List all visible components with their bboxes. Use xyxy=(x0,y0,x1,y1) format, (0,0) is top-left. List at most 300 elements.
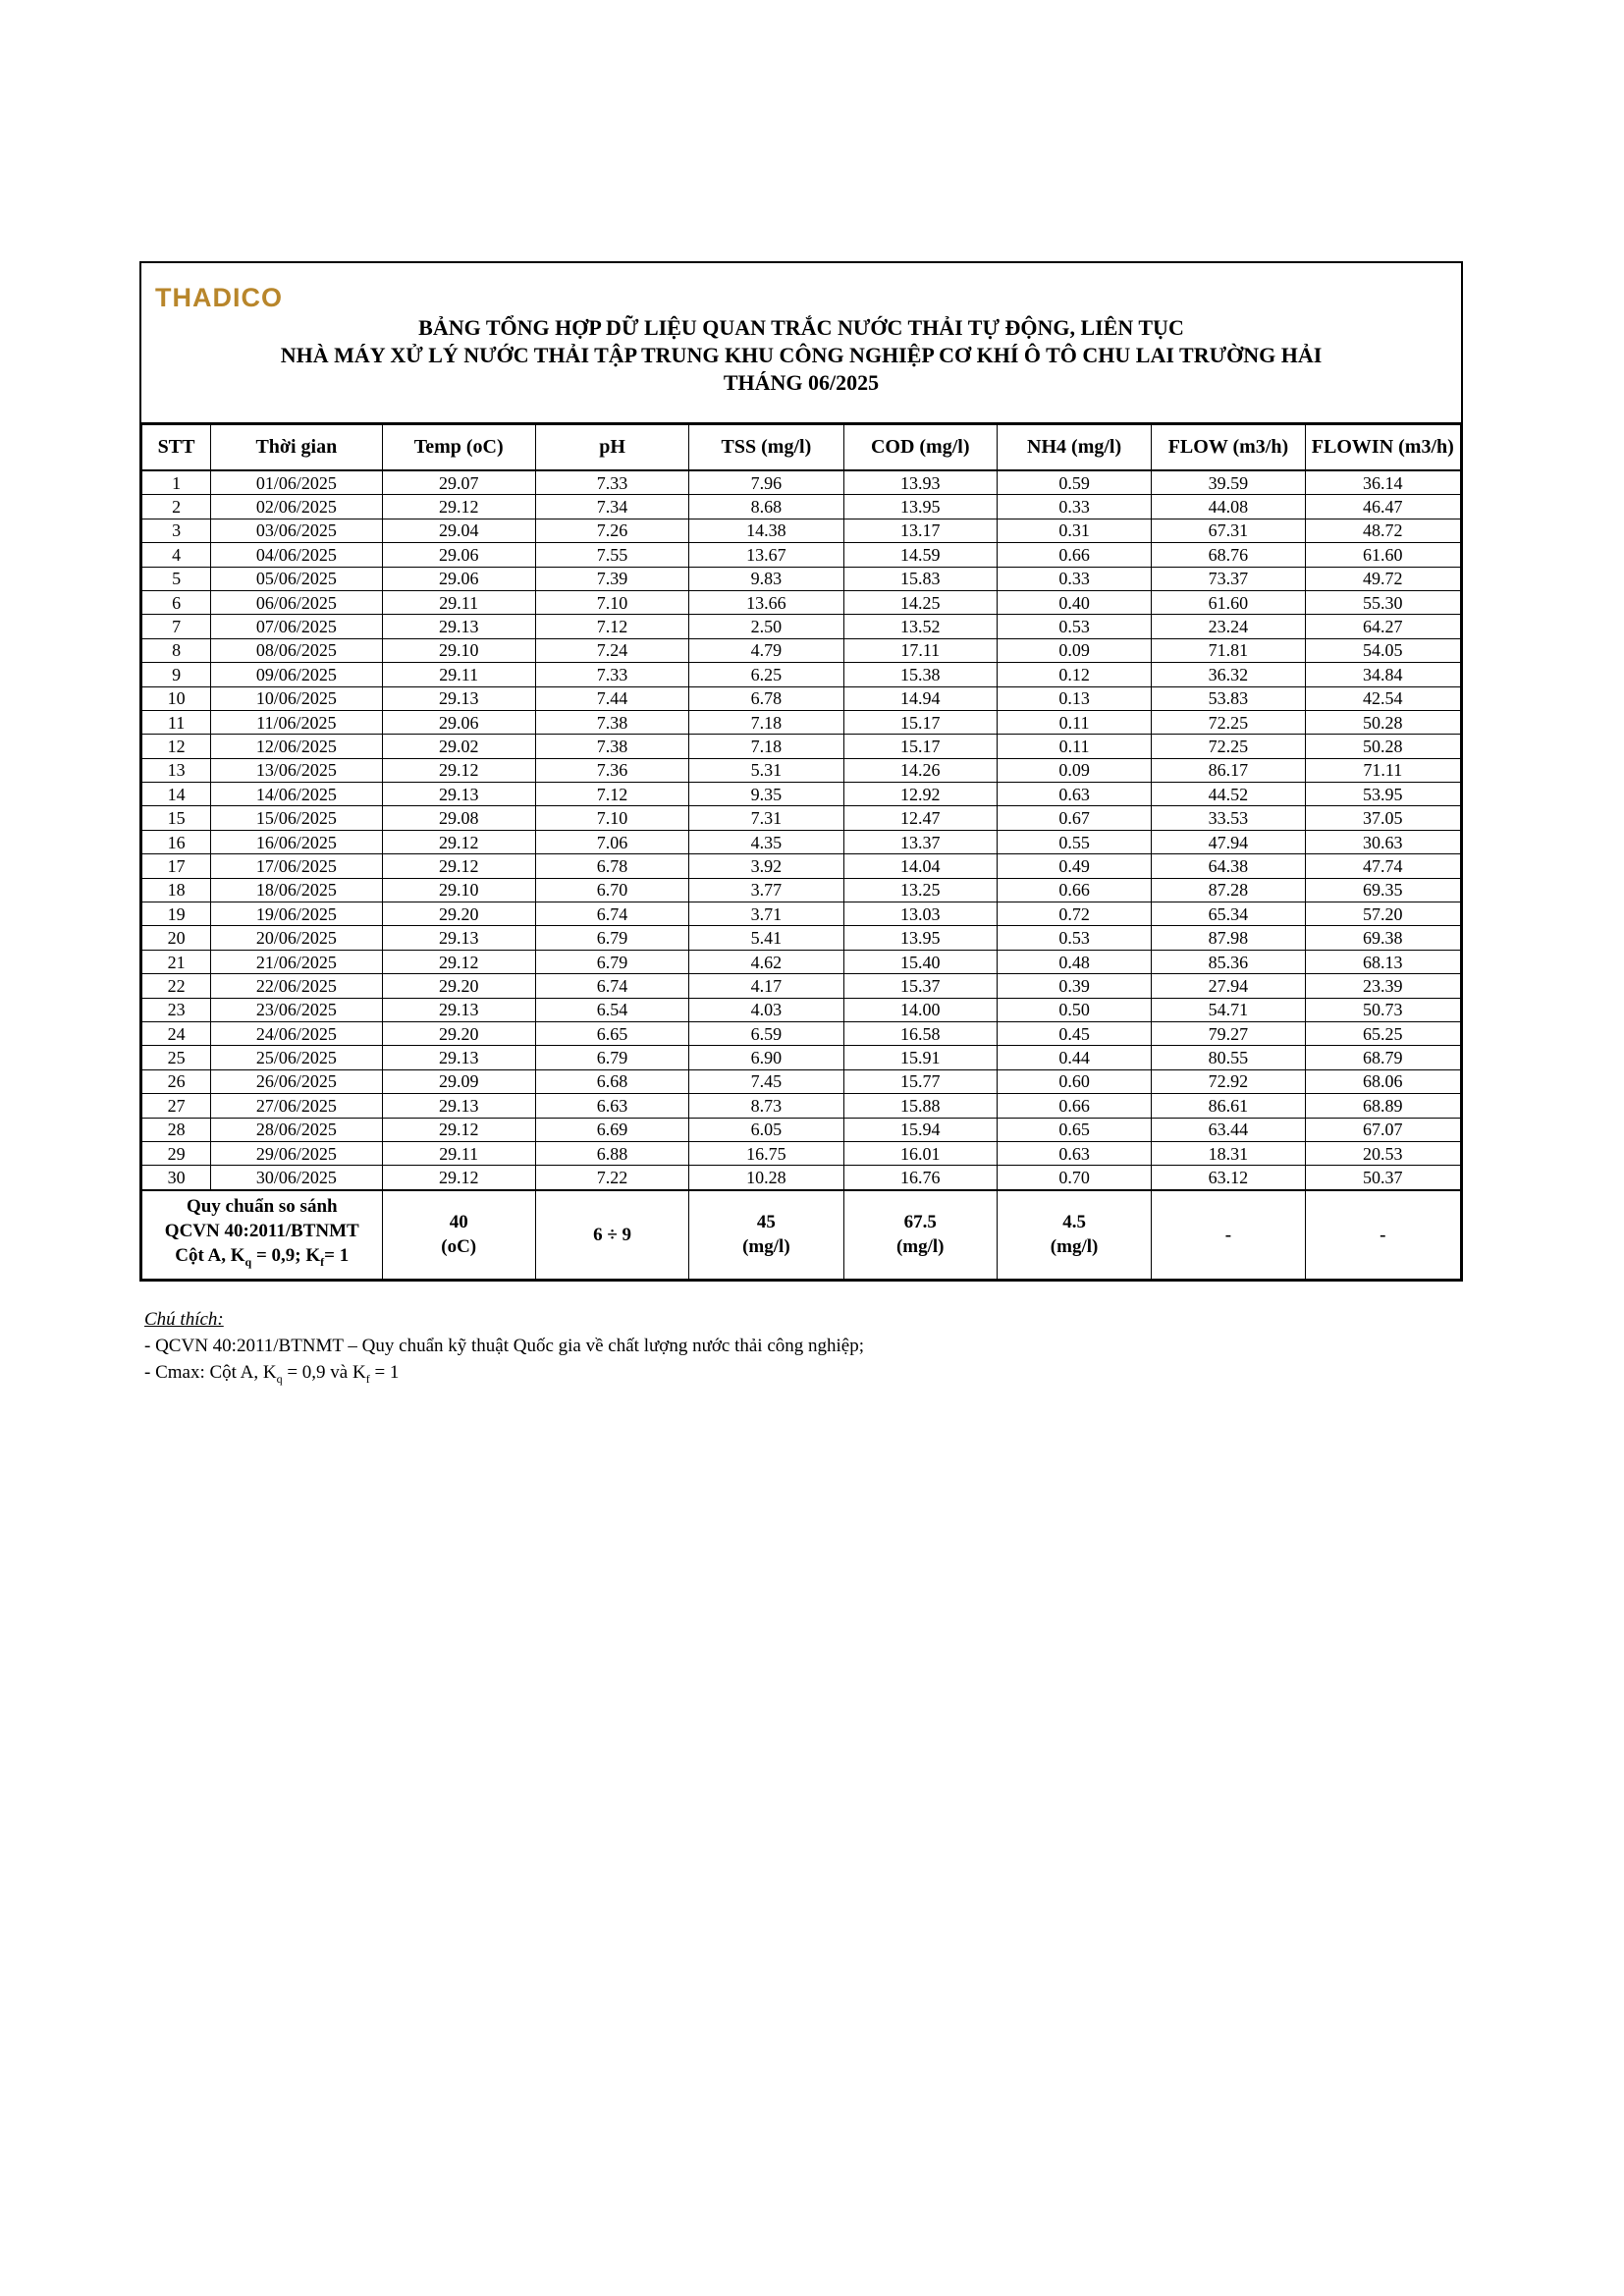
cell-ph: 6.74 xyxy=(535,902,688,926)
table-row xyxy=(142,1046,1461,1069)
cell-cod: 16.01 xyxy=(843,1141,997,1165)
cell-ph: 6.79 xyxy=(535,926,688,950)
cell-time: 11/06/2025 xyxy=(211,710,382,734)
table-row xyxy=(142,902,1461,926)
table-row xyxy=(142,1021,1461,1045)
col-header-time: Thời gian xyxy=(211,425,382,471)
cell-nh4: 0.33 xyxy=(997,495,1151,519)
table-row xyxy=(142,686,1461,710)
cell-time: 15/06/2025 xyxy=(211,806,382,830)
cell-cod: 16.58 xyxy=(843,1021,997,1045)
title-line-1: BẢNG TỔNG HỢP DỮ LIỆU QUAN TRẮC NƯỚC THẢI TỰ ĐỘNG, LIÊN TỤC xyxy=(418,315,1184,340)
cell-tss: 13.66 xyxy=(689,590,843,614)
cell-flow: 87.98 xyxy=(1152,926,1305,950)
cell-ph: 7.33 xyxy=(535,470,688,495)
cell-flow: 80.55 xyxy=(1152,1046,1305,1069)
table-row xyxy=(142,806,1461,830)
cell-time: 08/06/2025 xyxy=(211,638,382,662)
standard-tss: 45 (mg/l) xyxy=(689,1190,843,1280)
cell-nh4: 0.09 xyxy=(997,638,1151,662)
col-header-flowin: FLOWIN (m3/h) xyxy=(1305,425,1460,471)
cell-time: 18/06/2025 xyxy=(211,878,382,902)
cell-flowin: 57.20 xyxy=(1305,902,1460,926)
cell-time: 20/06/2025 xyxy=(211,926,382,950)
cell-time: 16/06/2025 xyxy=(211,830,382,853)
cell-stt: 10 xyxy=(142,686,211,710)
standard-label-line-3: Cột A, $K_q = 0,9$; $K_f= 1$ xyxy=(175,1245,350,1270)
cell-stt: 25 xyxy=(142,1046,211,1069)
cell-flowin: 65.25 xyxy=(1305,1021,1460,1045)
cell-flowin: 50.28 xyxy=(1305,735,1460,758)
cell-temp: 29.04 xyxy=(382,519,535,542)
cell-flowin: 71.11 xyxy=(1305,758,1460,782)
cell-flow: 44.52 xyxy=(1152,783,1305,806)
cell-time: 04/06/2025 xyxy=(211,543,382,567)
cell-flowin: 69.35 xyxy=(1305,878,1460,902)
cell-stt: 5 xyxy=(142,567,211,590)
cell-ph: 7.39 xyxy=(535,567,688,590)
cell-tss: 5.41 xyxy=(689,926,843,950)
cell-stt: 20 xyxy=(142,926,211,950)
cell-temp: 29.06 xyxy=(382,710,535,734)
cell-flow: 73.37 xyxy=(1152,567,1305,590)
cell-nh4: 0.31 xyxy=(997,519,1151,542)
cell-cod: 13.93 xyxy=(843,470,997,495)
notes-heading: Chú thích: xyxy=(144,1309,224,1330)
cell-nh4: 0.33 xyxy=(997,567,1151,590)
cell-nh4: 0.59 xyxy=(997,470,1151,495)
cell-time: 27/06/2025 xyxy=(211,1094,382,1118)
table-row xyxy=(142,567,1461,590)
cell-flowin: 20.53 xyxy=(1305,1141,1460,1165)
cell-stt: 19 xyxy=(142,902,211,926)
cell-nh4: 0.39 xyxy=(997,974,1151,998)
table-row xyxy=(142,543,1461,567)
cell-cod: 15.38 xyxy=(843,663,997,686)
table-row xyxy=(142,638,1461,662)
table-row xyxy=(142,950,1461,973)
cell-flowin: 46.47 xyxy=(1305,495,1460,519)
table-row xyxy=(142,854,1461,878)
table-header-row xyxy=(142,425,1461,471)
cell-nh4: 0.67 xyxy=(997,806,1151,830)
cell-time: 21/06/2025 xyxy=(211,950,382,973)
cell-flowin: 68.06 xyxy=(1305,1069,1460,1093)
cell-stt: 6 xyxy=(142,590,211,614)
cell-flow: 23.24 xyxy=(1152,615,1305,638)
col-header-temp: Temp (oC) xyxy=(382,425,535,471)
cell-cod: 14.00 xyxy=(843,998,997,1021)
cell-nh4: 0.65 xyxy=(997,1118,1151,1141)
cell-temp: 29.13 xyxy=(382,783,535,806)
cell-tss: 6.25 xyxy=(689,663,843,686)
cell-time: 22/06/2025 xyxy=(211,974,382,998)
cell-nh4: 0.72 xyxy=(997,902,1151,926)
cell-flowin: 49.72 xyxy=(1305,567,1460,590)
cell-flowin: 50.28 xyxy=(1305,710,1460,734)
table-row xyxy=(142,615,1461,638)
cell-temp: 29.12 xyxy=(382,758,535,782)
cell-temp: 29.12 xyxy=(382,1118,535,1141)
standard-cod: 67.5 (mg/l) xyxy=(843,1190,997,1280)
col-header-flow: FLOW (m3/h) xyxy=(1152,425,1305,471)
cell-time: 09/06/2025 xyxy=(211,663,382,686)
cell-cod: 12.92 xyxy=(843,783,997,806)
cell-cod: 15.37 xyxy=(843,974,997,998)
cell-cod: 14.94 xyxy=(843,686,997,710)
cell-nh4: 0.50 xyxy=(997,998,1151,1021)
cell-ph: 6.65 xyxy=(535,1021,688,1045)
cell-cod: 13.25 xyxy=(843,878,997,902)
cell-tss: 14.38 xyxy=(689,519,843,542)
cell-cod: 12.47 xyxy=(843,806,997,830)
cell-temp: 29.10 xyxy=(382,638,535,662)
cell-flowin: 50.37 xyxy=(1305,1166,1460,1190)
standard-row xyxy=(142,1190,1461,1280)
cell-tss: 4.79 xyxy=(689,638,843,662)
cell-flow: 72.25 xyxy=(1152,735,1305,758)
cell-flowin: 68.79 xyxy=(1305,1046,1460,1069)
cell-tss: 7.31 xyxy=(689,806,843,830)
cell-cod: 15.88 xyxy=(843,1094,997,1118)
cell-temp: 29.12 xyxy=(382,495,535,519)
cell-temp: 29.10 xyxy=(382,878,535,902)
cell-time: 28/06/2025 xyxy=(211,1118,382,1141)
standard-ph: 6 ÷ 9 xyxy=(535,1190,688,1280)
cell-cod: 15.17 xyxy=(843,735,997,758)
cell-time: 30/06/2025 xyxy=(211,1166,382,1190)
cell-ph: 6.54 xyxy=(535,998,688,1021)
cell-nh4: 0.45 xyxy=(997,1021,1151,1045)
cell-tss: 4.17 xyxy=(689,974,843,998)
cell-cod: 13.95 xyxy=(843,926,997,950)
standard-label-line-2: QCVN 40:2011/BTNMT xyxy=(164,1221,359,1242)
monitoring-table xyxy=(141,424,1461,1280)
cell-time: 19/06/2025 xyxy=(211,902,382,926)
cell-tss: 6.78 xyxy=(689,686,843,710)
cell-flow: 67.31 xyxy=(1152,519,1305,542)
cell-flow: 53.83 xyxy=(1152,686,1305,710)
cell-ph: 6.79 xyxy=(535,1046,688,1069)
cell-tss: 8.68 xyxy=(689,495,843,519)
cell-temp: 29.02 xyxy=(382,735,535,758)
cell-nh4: 0.55 xyxy=(997,830,1151,853)
cell-cod: 14.59 xyxy=(843,543,997,567)
cell-tss: 9.35 xyxy=(689,783,843,806)
cell-temp: 29.13 xyxy=(382,998,535,1021)
cell-temp: 29.11 xyxy=(382,663,535,686)
cell-cod: 14.04 xyxy=(843,854,997,878)
cell-nh4: 0.44 xyxy=(997,1046,1151,1069)
cell-nh4: 0.09 xyxy=(997,758,1151,782)
cell-time: 06/06/2025 xyxy=(211,590,382,614)
col-header-stt: STT xyxy=(142,425,211,471)
cell-ph: 7.24 xyxy=(535,638,688,662)
cell-stt: 13 xyxy=(142,758,211,782)
cell-temp: 29.11 xyxy=(382,1141,535,1165)
cell-ph: 7.44 xyxy=(535,686,688,710)
cell-temp: 29.20 xyxy=(382,1021,535,1045)
cell-time: 25/06/2025 xyxy=(211,1046,382,1069)
table-row xyxy=(142,926,1461,950)
cell-stt: 7 xyxy=(142,615,211,638)
cell-time: 03/06/2025 xyxy=(211,519,382,542)
standard-nh4: 4.5 (mg/l) xyxy=(997,1190,1151,1280)
cell-temp: 29.20 xyxy=(382,974,535,998)
cell-tss: 3.71 xyxy=(689,902,843,926)
cell-time: 23/06/2025 xyxy=(211,998,382,1021)
notes-line-1: - QCVN 40:2011/BTNMT – Quy chuẩn kỹ thuật Quốc gia về chất lượng nước thải công nghiệp; xyxy=(144,1336,865,1356)
cell-flow: 63.12 xyxy=(1152,1166,1305,1190)
cell-flowin: 30.63 xyxy=(1305,830,1460,853)
cell-stt: 2 xyxy=(142,495,211,519)
cell-tss: 9.83 xyxy=(689,567,843,590)
cell-ph: 6.74 xyxy=(535,974,688,998)
cell-stt: 26 xyxy=(142,1069,211,1093)
cell-cod: 15.91 xyxy=(843,1046,997,1069)
cell-cod: 15.40 xyxy=(843,950,997,973)
cell-flowin: 23.39 xyxy=(1305,974,1460,998)
cell-ph: 6.78 xyxy=(535,854,688,878)
cell-tss: 7.96 xyxy=(689,470,843,495)
cell-cod: 13.17 xyxy=(843,519,997,542)
cell-time: 24/06/2025 xyxy=(211,1021,382,1045)
cell-stt: 3 xyxy=(142,519,211,542)
cell-stt: 22 xyxy=(142,974,211,998)
cell-flow: 79.27 xyxy=(1152,1021,1305,1045)
cell-flow: 33.53 xyxy=(1152,806,1305,830)
cell-flow: 54.71 xyxy=(1152,998,1305,1021)
cell-cod: 13.95 xyxy=(843,495,997,519)
cell-flowin: 48.72 xyxy=(1305,519,1460,542)
cell-tss: 4.35 xyxy=(689,830,843,853)
cell-flow: 36.32 xyxy=(1152,663,1305,686)
cell-time: 29/06/2025 xyxy=(211,1141,382,1165)
cell-ph: 6.69 xyxy=(535,1118,688,1141)
cell-stt: 8 xyxy=(142,638,211,662)
cell-flow: 61.60 xyxy=(1152,590,1305,614)
report-title xyxy=(141,314,1461,397)
cell-flow: 64.38 xyxy=(1152,854,1305,878)
cell-nh4: 0.60 xyxy=(997,1069,1151,1093)
cell-stt: 24 xyxy=(142,1021,211,1045)
standard-flowin: - xyxy=(1305,1190,1460,1280)
cell-temp: 29.12 xyxy=(382,950,535,973)
cell-cod: 14.26 xyxy=(843,758,997,782)
cell-ph: 6.70 xyxy=(535,878,688,902)
cell-nh4: 0.11 xyxy=(997,735,1151,758)
report-header xyxy=(141,263,1461,424)
cell-stt: 23 xyxy=(142,998,211,1021)
cell-stt: 12 xyxy=(142,735,211,758)
cell-cod: 14.25 xyxy=(843,590,997,614)
cell-temp: 29.07 xyxy=(382,470,535,495)
cell-nh4: 0.63 xyxy=(997,783,1151,806)
table-row xyxy=(142,830,1461,853)
cell-flowin: 54.05 xyxy=(1305,638,1460,662)
cell-stt: 27 xyxy=(142,1094,211,1118)
cell-flow: 65.34 xyxy=(1152,902,1305,926)
table-row xyxy=(142,998,1461,1021)
cell-nh4: 0.53 xyxy=(997,926,1151,950)
cell-tss: 3.92 xyxy=(689,854,843,878)
cell-ph: 7.38 xyxy=(535,735,688,758)
cell-ph: 7.33 xyxy=(535,663,688,686)
cell-cod: 15.94 xyxy=(843,1118,997,1141)
cell-flow: 86.61 xyxy=(1152,1094,1305,1118)
cell-ph: 7.10 xyxy=(535,590,688,614)
cell-time: 02/06/2025 xyxy=(211,495,382,519)
cell-stt: 30 xyxy=(142,1166,211,1190)
cell-tss: 6.05 xyxy=(689,1118,843,1141)
cell-flow: 86.17 xyxy=(1152,758,1305,782)
cell-flowin: 37.05 xyxy=(1305,806,1460,830)
cell-ph: 7.12 xyxy=(535,783,688,806)
cell-tss: 4.62 xyxy=(689,950,843,973)
cell-flow: 47.94 xyxy=(1152,830,1305,853)
standard-label-line-1: Quy chuẩn so sánh xyxy=(186,1196,338,1218)
table-row xyxy=(142,878,1461,902)
col-header-cod: COD (mg/l) xyxy=(843,425,997,471)
cell-time: 05/06/2025 xyxy=(211,567,382,590)
cell-time: 13/06/2025 xyxy=(211,758,382,782)
cell-cod: 13.37 xyxy=(843,830,997,853)
cell-stt: 11 xyxy=(142,710,211,734)
cell-temp: 29.11 xyxy=(382,590,535,614)
cell-ph: 7.12 xyxy=(535,615,688,638)
cell-cod: 15.17 xyxy=(843,710,997,734)
cell-temp: 29.06 xyxy=(382,567,535,590)
cell-flow: 68.76 xyxy=(1152,543,1305,567)
table-row xyxy=(142,519,1461,542)
cell-flow: 18.31 xyxy=(1152,1141,1305,1165)
cell-nh4: 0.49 xyxy=(997,854,1151,878)
cell-ph: 7.55 xyxy=(535,543,688,567)
table-row xyxy=(142,783,1461,806)
table-row xyxy=(142,1069,1461,1093)
cell-stt: 4 xyxy=(142,543,211,567)
col-header-tss: TSS (mg/l) xyxy=(689,425,843,471)
cell-flowin: 53.95 xyxy=(1305,783,1460,806)
cell-tss: 16.75 xyxy=(689,1141,843,1165)
cell-ph: 7.26 xyxy=(535,519,688,542)
cell-cod: 13.03 xyxy=(843,902,997,926)
cell-flow: 72.25 xyxy=(1152,710,1305,734)
cell-tss: 6.59 xyxy=(689,1021,843,1045)
cell-flow: 85.36 xyxy=(1152,950,1305,973)
col-header-nh4: NH4 (mg/l) xyxy=(997,425,1151,471)
table-row xyxy=(142,1118,1461,1141)
cell-nh4: 0.70 xyxy=(997,1166,1151,1190)
cell-flow: 63.44 xyxy=(1152,1118,1305,1141)
cell-stt: 21 xyxy=(142,950,211,973)
cell-time: 10/06/2025 xyxy=(211,686,382,710)
cell-nh4: 0.66 xyxy=(997,878,1151,902)
table-row xyxy=(142,663,1461,686)
cell-ph: 6.79 xyxy=(535,950,688,973)
cell-flowin: 50.73 xyxy=(1305,998,1460,1021)
cell-nh4: 0.40 xyxy=(997,590,1151,614)
table-row xyxy=(142,1166,1461,1190)
cell-nh4: 0.66 xyxy=(997,543,1151,567)
cell-time: 14/06/2025 xyxy=(211,783,382,806)
company-logo: THADICO xyxy=(155,283,283,312)
cell-tss: 7.18 xyxy=(689,710,843,734)
cell-time: 07/06/2025 xyxy=(211,615,382,638)
title-line-2: NHÀ MÁY XỬ LÝ NƯỚC THẢI TẬP TRUNG KHU CÔNG NGHIỆP CƠ KHÍ Ô TÔ CHU LAI TRƯỜNG HẢI xyxy=(280,343,1323,367)
cell-cod: 15.77 xyxy=(843,1069,997,1093)
cell-flowin: 42.54 xyxy=(1305,686,1460,710)
cell-ph: 6.68 xyxy=(535,1069,688,1093)
table-row xyxy=(142,1141,1461,1165)
cell-stt: 16 xyxy=(142,830,211,853)
cell-time: 01/06/2025 xyxy=(211,470,382,495)
cell-nh4: 0.53 xyxy=(997,615,1151,638)
cell-tss: 8.73 xyxy=(689,1094,843,1118)
cell-ph: 7.10 xyxy=(535,806,688,830)
table-row xyxy=(142,710,1461,734)
cell-ph: 7.36 xyxy=(535,758,688,782)
cell-flow: 87.28 xyxy=(1152,878,1305,902)
cell-tss: 3.77 xyxy=(689,878,843,902)
title-line-3: THÁNG 06/2025 xyxy=(723,370,880,395)
cell-stt: 29 xyxy=(142,1141,211,1165)
cell-flow: 72.92 xyxy=(1152,1069,1305,1093)
cell-stt: 14 xyxy=(142,783,211,806)
cell-flow: 71.81 xyxy=(1152,638,1305,662)
cell-temp: 29.12 xyxy=(382,830,535,853)
cell-cod: 15.83 xyxy=(843,567,997,590)
cell-temp: 29.13 xyxy=(382,1094,535,1118)
notes xyxy=(144,1306,864,1393)
cell-time: 17/06/2025 xyxy=(211,854,382,878)
table-row xyxy=(142,470,1461,495)
cell-ph: 6.63 xyxy=(535,1094,688,1118)
cell-cod: 16.76 xyxy=(843,1166,997,1190)
cell-tss: 5.31 xyxy=(689,758,843,782)
cell-flowin: 55.30 xyxy=(1305,590,1460,614)
cell-temp: 29.13 xyxy=(382,615,535,638)
table-row xyxy=(142,974,1461,998)
cell-stt: 9 xyxy=(142,663,211,686)
cell-stt: 17 xyxy=(142,854,211,878)
cell-temp: 29.09 xyxy=(382,1069,535,1093)
cell-time: 12/06/2025 xyxy=(211,735,382,758)
table-row xyxy=(142,495,1461,519)
cell-flow: 39.59 xyxy=(1152,470,1305,495)
table-row xyxy=(142,735,1461,758)
cell-nh4: 0.66 xyxy=(997,1094,1151,1118)
cell-flowin: 61.60 xyxy=(1305,543,1460,567)
cell-cod: 13.52 xyxy=(843,615,997,638)
cell-tss: 4.03 xyxy=(689,998,843,1021)
cell-time: 26/06/2025 xyxy=(211,1069,382,1093)
cell-nh4: 0.63 xyxy=(997,1141,1151,1165)
cell-flow: 44.08 xyxy=(1152,495,1305,519)
table-body xyxy=(142,470,1461,1190)
cell-ph: 7.38 xyxy=(535,710,688,734)
cell-stt: 15 xyxy=(142,806,211,830)
cell-temp: 29.12 xyxy=(382,1166,535,1190)
cell-flowin: 47.74 xyxy=(1305,854,1460,878)
table-row xyxy=(142,758,1461,782)
cell-flowin: 34.84 xyxy=(1305,663,1460,686)
notes-line-2: - Cmax: Cột A, $K_q = 0,9$ và $K_f = 1$ xyxy=(144,1362,400,1386)
cell-flow: 27.94 xyxy=(1152,974,1305,998)
cell-ph: 7.22 xyxy=(535,1166,688,1190)
cell-stt: 28 xyxy=(142,1118,211,1141)
cell-temp: 29.13 xyxy=(382,926,535,950)
